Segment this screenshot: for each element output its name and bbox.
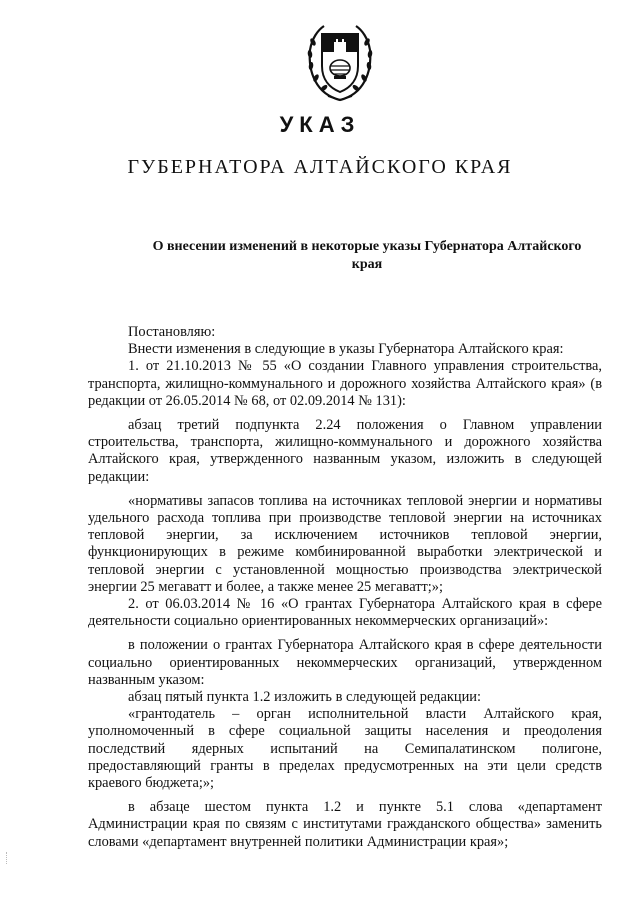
document-body [88, 324, 602, 851]
coat-of-arms-emblem [304, 20, 376, 104]
paragraph-item-1-quote: «нормативы запасов топлива на источниках тепловой энергии и нормативы удельного расхода топлива при производстве тепловой энергии на источниках тепловой энергии, за исключением источников тепловой энергии, функционирующих в режиме комбинированной выработки электрической и тепловой энергии с установленной мощностью производства электрической энергии 25 мегаватт и более, а также менее 25 мегаватт;»; [88, 492, 602, 595]
paragraph-item-2: 2. от 06.03.2014 № 16 «О грантах Губернатора Алтайского края в сфере деятельности социально ориентированных некоммерческих организаций»: [88, 596, 602, 630]
paragraph-item-2-replace: в абзаце шестом пункта 1.2 и пункте 5.1 слова «департамент Администрации края по связям с институтами гражданского общества» заменить словами «департамент внутренней политики Администрации края»; [88, 799, 602, 850]
decree-title: УКАЗ [279, 112, 361, 137]
paragraph-item-1-change: абзац третий подпункта 2.24 положения о Главном управлении строительства, транспорта, жилищно-коммунального и дорожного хозяйства Алтайского края, утвержденного названным указом, изложить в следующей редакции: [88, 417, 602, 485]
issuer-subtitle: ГУБЕРНАТОРА АЛТАЙСКОГО КРАЯ [127, 156, 513, 178]
document-heading [132, 238, 602, 274]
paragraph-item-1: 1. от 21.10.2013 № 55 «О создании Главного управления строительства, транспорта, жилищно-коммунального и дорожного хозяйства Алтайского края» (в редакции от 26.05.2014 № 68, от 02.09.2014 № 131): [88, 358, 602, 409]
paragraph-resolve: Постановляю: [128, 324, 216, 340]
heading-line-2: края [351, 257, 383, 272]
scan-artifact [6, 852, 10, 864]
paragraph-item-2-change: абзац пятый пункта 1.2 изложить в следующей редакции: [128, 689, 481, 706]
heading-line-1: О внесении изменений в некоторые указы Губернатора Алтайского [152, 239, 582, 254]
paragraph-item-2-regulation: в положении о грантах Губернатора Алтайского края в сфере деятельности социально ориентированных некоммерческих организаций, утвержденном названным указом: [88, 637, 602, 688]
paragraph-item-2-quote: «грантодатель – орган исполнительной власти Алтайского края, уполномоченный в сфере социальной защиты населения и преодоления последствий ядерных испытаний на Семипалатинском полигоне, предоставляющий гранты в пределах предусмотренных на эти цели средств краевого бюджета;»; [88, 706, 602, 792]
paragraph-intro: Внести изменения в следующие в указы Губернатора Алтайского края: [128, 341, 564, 358]
